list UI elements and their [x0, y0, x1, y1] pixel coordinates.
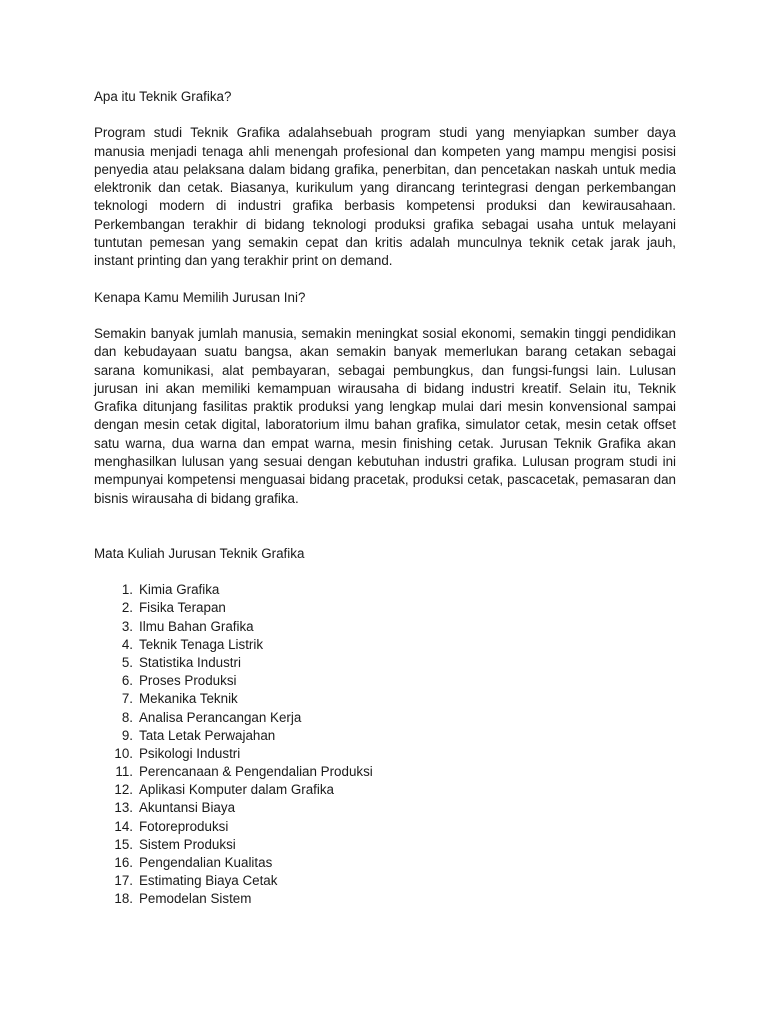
list-item-label: Teknik Tenaga Listrik — [139, 636, 264, 652]
list-item — [94, 890, 676, 908]
list-item — [94, 854, 676, 872]
list-item-number: 7. — [121, 691, 133, 707]
list-item — [94, 709, 676, 727]
spacer — [94, 307, 676, 325]
list-item — [94, 818, 676, 836]
list-item-number: 12. — [114, 782, 133, 798]
list-item — [94, 836, 676, 854]
paragraph-what-is: Program studi Teknik Grafika adalahsebuah program studi yang menyiapkan sumber daya manusia menjadi tenaga ahli menengah profesional dan kompeten yang mampu mengisi posisi penyedia atau pelaksana dalam bidang grafika, penerbitan, dan pencetakan naskah untuk media elektronik dan cetak. Biasanya, kurikulum yang dirancang terintegrasi dengan perkembangan teknologi modern di industri grafika berbasis kompetensi produksi dan kewirausahaan. Perkembangan terakhir di bidang teknologi produksi grafika sebagai usaha untuk melayani tuntutan pemesan yang semakin cepat dan kritis adalah munculnya teknik cetak jarak jauh, instant printing dan yang terakhir print on demand. — [94, 125, 676, 269]
list-item-number: 6. — [121, 673, 133, 689]
list-item-label: Tata Letak Perwajahan — [139, 727, 276, 743]
list-item-number: 16. — [114, 855, 133, 871]
list-item — [94, 636, 676, 654]
list-item-number: 13. — [114, 800, 133, 816]
list-item-number: 10. — [114, 745, 133, 761]
list-item — [94, 799, 676, 817]
list-item-number: 8. — [121, 709, 133, 725]
document-page — [94, 88, 676, 909]
list-item-label: Aplikasi Komputer dalam Grafika — [139, 782, 334, 798]
list-item-number: 5. — [121, 654, 133, 670]
spacer — [94, 106, 676, 124]
list-item — [94, 763, 676, 781]
section-heading-courses: Mata Kuliah Jurusan Teknik Grafika — [94, 545, 305, 561]
list-item-number: 4. — [121, 636, 133, 652]
section-heading-why-choose: Kenapa Kamu Memilih Jurusan Ini? — [94, 289, 306, 305]
list-item-number: 11. — [115, 764, 133, 780]
list-item-number: 9. — [121, 727, 133, 743]
list-item-label: Statistika Industri — [139, 654, 241, 670]
list-item-label: Pengendalian Kualitas — [139, 855, 273, 871]
list-item — [94, 654, 676, 672]
list-item — [94, 872, 676, 890]
course-list — [94, 581, 676, 908]
list-item — [94, 690, 676, 708]
spacer — [94, 271, 676, 289]
list-item-number: 2. — [121, 600, 133, 616]
list-item-label: Analisa Perancangan Kerja — [139, 709, 302, 725]
list-item-label: Kimia Grafika — [139, 582, 220, 598]
list-item-label: Proses Produksi — [139, 673, 237, 689]
list-item-label: Akuntansi Biaya — [139, 800, 236, 816]
list-item-number: 14. — [114, 818, 133, 834]
list-item — [94, 781, 676, 799]
list-item-label: Mekanika Teknik — [139, 691, 238, 707]
list-item-label: Psikologi Industri — [139, 745, 241, 761]
list-item-label: Fotoreproduksi — [139, 818, 229, 834]
list-item — [94, 745, 676, 763]
list-item-label: Estimating Biaya Cetak — [139, 873, 278, 889]
list-item-label: Pemodelan Sistem — [139, 891, 252, 907]
list-item-number: 17. — [114, 873, 133, 889]
list-item-label: Perencanaan & Pengendalian Produksi — [139, 764, 373, 780]
list-item-number: 3. — [121, 618, 133, 634]
section-heading-what-is: Apa itu Teknik Grafika? — [94, 89, 232, 104]
list-item — [94, 581, 676, 599]
list-item-number: 1. — [121, 582, 133, 598]
spacer — [94, 508, 676, 545]
list-item-label: Fisika Terapan — [139, 600, 226, 616]
list-item — [94, 618, 676, 636]
list-item-number: 15. — [114, 836, 133, 852]
spacer — [94, 563, 676, 581]
list-item — [94, 672, 676, 690]
list-item-number: 18. — [114, 891, 133, 907]
list-item — [94, 727, 676, 745]
paragraph-why-choose: Semakin banyak jumlah manusia, semakin meningkat sosial ekonomi, semakin tinggi pendidikan dan kebudayaan suatu bangsa, akan semakin banyak memerlukan barang cetakan sebagai sarana komunikasi, alat pembayaran, sebagai pembungkus, dan fungsi-fungsi lain. Lulusan jurusan ini akan memiliki kemampuan wirausaha di bidang industri kreatif. Selain itu, Teknik Grafika ditunjang fasilitas praktik produksi yang lengkap mulai dari mesin konvensional sampai dengan mesin cetak digital, laboratorium ilmu bahan grafika, simulator cetak, mesin cetak offset satu warna, dua warna dan empat warna, mesin finishing cetak. Jurusan Teknik Grafika akan menghasilkan lulusan yang sesuai dengan kebutuhan industri grafika. Lulusan program studi ini mempunyai kompetensi menguasai bidang pracetak, produksi cetak, pascacetak, pemasaran dan bisnis wirausaha di bidang grafika. — [94, 325, 676, 506]
list-item — [94, 599, 676, 617]
list-item-label: Ilmu Bahan Grafika — [139, 618, 254, 634]
list-item-label: Sistem Produksi — [139, 836, 236, 852]
